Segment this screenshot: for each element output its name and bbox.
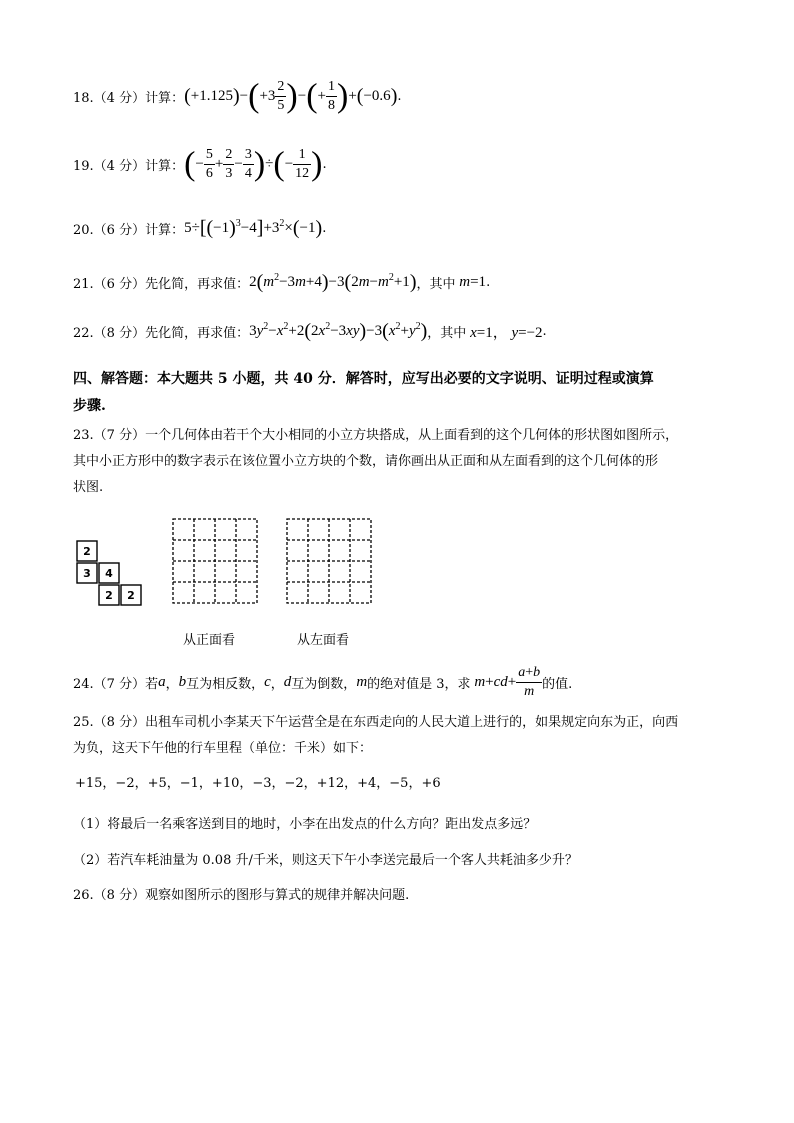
question-23: 23.（7 分）一个几何体由若干个大小相同的小立方块搭成，从上面看到的这个几何体的形状图如图所示， 其中小正方形中的数字表示在该位置小立方块的个数，请你画出从正面和从左面看到的这个几何体的形 状图. [73,428,679,495]
front-view-label: 从正面看 [183,633,236,648]
q22-label: 22.（8 分）先化简，再求值： [73,325,250,341]
q25-mileage-data: +15，−2，+5，−1，+10，−3，−2，+12，+4，−5，+6 [75,776,441,791]
q20-expression: $5\div[(-1)^3-4]+3^2\times(-1)$ [184,216,323,239]
q25-subquestion-1: （1）将最后一名乘客送到目的地时，小李在出发点的什么方向？距出发点多远？ [73,817,537,832]
question-18 [73,78,402,114]
cell-r1c1: 2 [83,545,91,558]
q21-condition: m=1 [455,273,487,290]
left-view-grid[interactable] [284,516,374,608]
q19-tail: . [322,156,327,172]
question-22 [73,317,547,345]
q20-tail: . [322,220,327,236]
question-25: 25.（8 分）出租车司机小李某天下午运营全是在东西走向的人民大道上进行的，如果规定向东为正，向西 为负，这天下午他的行车里程（单位：千米）如下： [73,715,679,756]
question-24: 24.（7 分）若 a ， b 互为相反数， c ， d 互为倒数， m 的绝对值是 3，求 m+cd+ $\frac{a+b}{m}$ 的值. [73,664,573,699]
q18-tail: . [397,88,402,104]
cell-r3c2: 2 [105,589,113,602]
q18-expression: (+1.125)−(+3 $\frac{2}{5}$ )−(+ $\frac{1}{8}$ )+(−0.6) [184,77,398,114]
q21-tail: . [486,274,491,290]
question-19 [73,144,327,184]
q22-condition: x=1， y=−2 [466,324,543,341]
question-26: 26.（8 分）观察如图所示的图形与算式的规律并解决问题. [73,888,410,903]
cell-r3c3: 2 [127,589,135,602]
q22-expression: $3y^2-x^2+2(2x^2-3xy)-3(x^2+y^2)$ [249,319,428,342]
q19-label: 19.（4 分）计算： [73,158,185,174]
q18-label: 18.（4 分）计算： [73,90,185,106]
front-view-grid[interactable] [170,516,260,608]
cell-r2c1: 3 [83,567,91,580]
q24-expression: m+cd+ $\frac{a+b}{m}$ [470,664,541,699]
q21-label: 21.（6 分）先化简，再求值： [73,276,250,292]
q25-subquestion-2: （2）若汽车耗油量为 0.08 升/千米，则这天下午小李送完最后一个客人共耗油多少升？ [73,853,578,868]
left-view-label: 从左面看 [297,633,350,648]
q21-expression: $2(m^2-3m+4)-3(2m-m^2+1)$ [249,270,417,293]
q20-label: 20.（6 分）计算： [73,222,185,238]
cell-r2c2: 4 [105,567,113,580]
top-view-figure [74,538,146,608]
q21-mid: ，其中 [416,276,456,292]
q22-mid: ，其中 [427,325,467,341]
question-21 [73,268,490,296]
q22-tail: . [542,323,547,339]
question-20 [73,214,326,242]
section-4-heading: 四、解答题：本大题共 5 小题，共 40 分．解答时，应写出必要的文字说明、证明过程或演算 步骤. [73,371,654,414]
q19-expression: (− $\frac{5}{6}$ + $\frac{2}{3}$ − $\frac{3}{4}$ )÷(− $\frac{1}{12}$ ) [184,145,323,182]
